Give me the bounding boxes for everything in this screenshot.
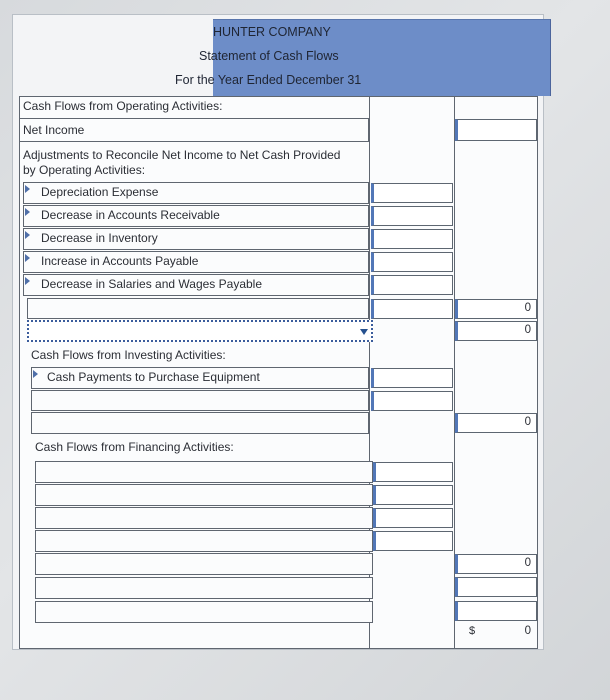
net-income-amount-input[interactable] <box>455 119 537 141</box>
row-flag-icon <box>25 277 30 285</box>
operating-net-total-value: 0 <box>524 324 531 336</box>
investing-amount-input-0[interactable] <box>371 368 453 388</box>
operating-subtotal-input[interactable] <box>371 299 453 319</box>
cash-change-row[interactable] <box>35 577 373 599</box>
cash-ending-row[interactable] <box>35 601 373 623</box>
financing-net-total-value: 0 <box>524 557 531 569</box>
adjustment-amount-input-1[interactable] <box>371 206 453 226</box>
financing-amount-input-2[interactable] <box>373 508 453 528</box>
row-flag-icon <box>25 254 30 262</box>
adjustments-heading-line1: Adjustments to Reconcile Net Income to Net Cash Provided <box>23 148 341 162</box>
adjustment-label-3: Increase in Accounts Payable <box>41 254 199 268</box>
operating-subtotal-row[interactable] <box>27 298 369 319</box>
investing-heading: Cash Flows from Investing Activities: <box>31 348 226 362</box>
financing-amount-input-1[interactable] <box>373 485 453 505</box>
row-flag-icon <box>25 231 30 239</box>
financing-amount-input-0[interactable] <box>373 462 453 482</box>
adjustment-label-4: Decrease in Salaries and Wages Payable <box>41 277 263 291</box>
investing-blank-row[interactable] <box>31 390 369 411</box>
company-name: HUNTER COMPANY <box>213 25 331 39</box>
investing-net-row[interactable] <box>31 412 369 434</box>
cash-ending-value: 0 <box>524 625 531 637</box>
worksheet-paper <box>12 14 544 650</box>
financing-net-row[interactable] <box>35 553 373 575</box>
adjustment-label-2: Decrease in Inventory <box>41 231 158 245</box>
operating-heading: Cash Flows from Operating Activities: <box>23 99 223 113</box>
adjustment-amount-input-2[interactable] <box>371 229 453 249</box>
investing-blank-amount-input[interactable] <box>371 391 453 411</box>
statement-period: For the Year Ended December 31 <box>175 73 362 87</box>
row-flag-icon <box>25 208 30 216</box>
financing-row-3[interactable] <box>35 530 373 552</box>
investing-net-total-value: 0 <box>524 416 531 428</box>
cash-ending-total-cell <box>455 601 537 621</box>
net-cash-operating-dropdown[interactable] <box>27 320 373 342</box>
investing-label-0: Cash Payments to Purchase Equipment <box>47 370 260 384</box>
financing-amount-input-3[interactable] <box>373 531 453 551</box>
adjustment-amount-input-3[interactable] <box>371 252 453 272</box>
currency-symbol: $ <box>469 625 476 637</box>
adjustments-heading-line2: by Operating Activities: <box>23 163 146 177</box>
net-income-label: Net Income <box>23 123 85 137</box>
operating-subtotal-value: 0 <box>524 302 531 314</box>
row-flag-icon <box>33 370 38 378</box>
chevron-down-icon[interactable] <box>360 329 368 335</box>
adjustment-amount-input-4[interactable] <box>371 275 453 295</box>
financing-row-1[interactable] <box>35 484 373 506</box>
cash-change-total-cell <box>455 577 537 597</box>
adjustment-amount-input-0[interactable] <box>371 183 453 203</box>
financing-row-2[interactable] <box>35 507 373 529</box>
row-flag-icon <box>25 185 30 193</box>
statement-title: Statement of Cash Flows <box>199 49 339 63</box>
financing-row-0[interactable] <box>35 461 373 483</box>
adjustment-label-0: Depreciation Expense <box>41 185 159 199</box>
financing-heading: Cash Flows from Financing Activities: <box>35 440 234 454</box>
adjustment-label-1: Decrease in Accounts Receivable <box>41 208 220 222</box>
